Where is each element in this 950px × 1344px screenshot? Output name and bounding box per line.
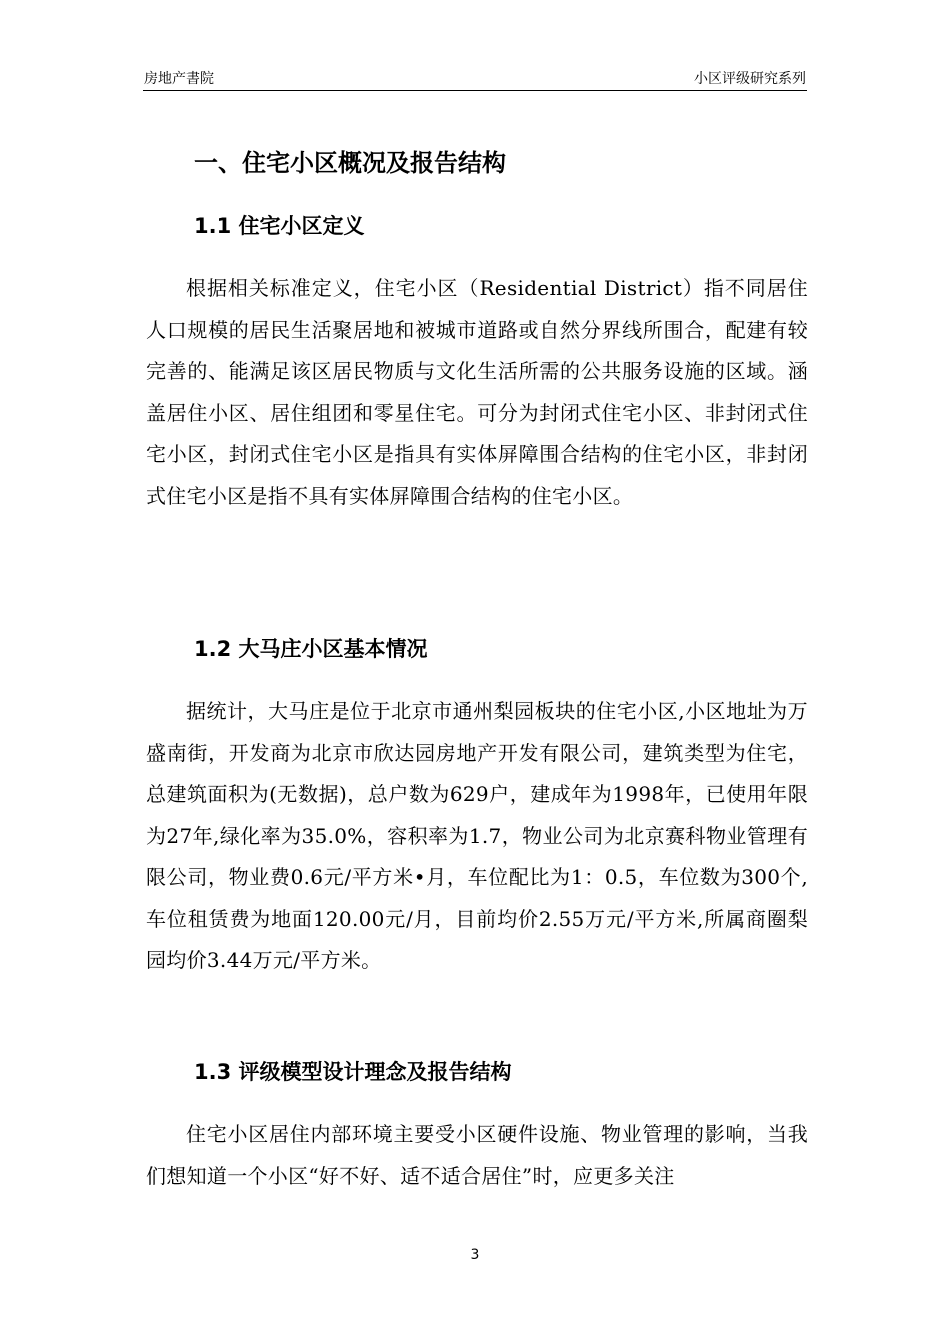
page-header: [143, 66, 807, 91]
section-title: 一、住宅小区概况及报告结构: [194, 149, 506, 177]
subsection-title-1-2: 1.2 大马庄小区基本情况: [194, 637, 428, 661]
subsection-title-1-1: 1.1 住宅小区定义: [194, 214, 365, 238]
subsection-title-1-3: 1.3 评级模型设计理念及报告结构: [194, 1060, 512, 1084]
paragraph-model-design: 住宅小区居住内部环境主要受小区硬件设施、物业管理的影响，当我们想知道一个小区“好不好、适不适合居住”时，应更多关注: [146, 1122, 808, 1188]
header-series: 小区评级研究系列: [694, 71, 806, 87]
page-number: 3: [470, 1247, 480, 1263]
paragraph-basic-info: 据统计，大马庄是位于北京市通州梨园板块的住宅小区,小区地址为万盛南街，开发商为北京市欣达园房地产开发有限公司，建筑类型为住宅，总建筑面积为(无数据)，总户数为629户，建成年为1998年，已使用年限为27年,绿化率为35.0%，容积率为1.7，物业公司为北京赛科物业管理有限公司，物业费0.6元/平方米•月，车位配比为1：0.5，车位数为300个,车位租赁费为地面120.00元/月，目前均价2.55万元/平方米,所属商圈梨园均价3.44万元/平方米。: [146, 699, 808, 972]
paragraph-definition: 根据相关标准定义，住宅小区（Residential District）指不同居住人口规模的居民生活聚居地和被城市道路或自然分界线所围合，配建有较完善的、能满足该区居民物质与文化生活所需的公共服务设施的区域。涵盖居住小区、居住组团和零星住宅。可分为封闭式住宅小区、非封闭式住宅小区，封闭式住宅小区是指具有实体屏障围合结构的住宅小区，非封闭式住宅小区是指不具有实体屏障围合结构的住宅小区。: [146, 276, 808, 508]
header-publisher: 房地产書院: [144, 71, 214, 87]
